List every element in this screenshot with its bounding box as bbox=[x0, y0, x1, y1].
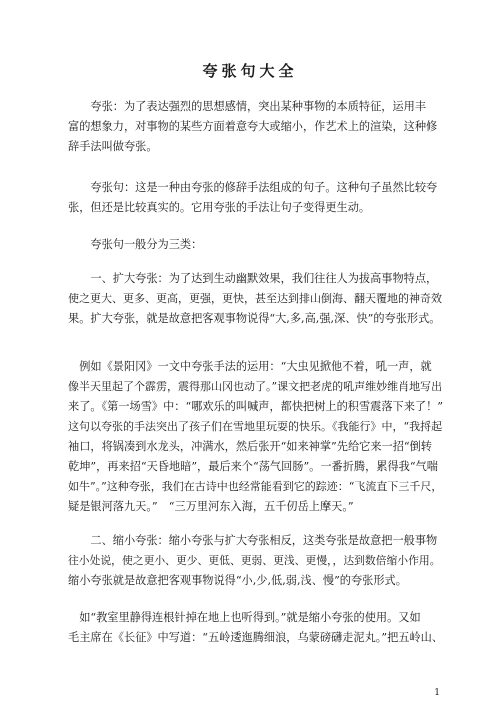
text-line: 夸张句一般分为三类： bbox=[68, 238, 203, 251]
text-line: 像半天里起了个霹雳，震得那山冈也动了。”课文把老虎的吼声维妙维肖地写出 bbox=[68, 380, 443, 393]
text-line: 使之更大、更多、更高，更强，更快，甚至达到排山倒海、翻天覆地的神奇效 bbox=[68, 292, 442, 305]
text-line: 缩小夸张就是故意把客观事物说得“小,少,低,弱,浅、慢”的夸张形式。 bbox=[68, 574, 407, 587]
text-line: 二、缩小夸张：缩小夸张与扩大夸张相反，这类夸张是故意把一般事物 bbox=[68, 534, 438, 547]
text-line: 夸张句：这是一种由夸张的修辞手法组成的句子。这种句子虽然比较夸 bbox=[68, 181, 438, 194]
text-line: 一、扩大夸张：为了达到生动幽默效果，我们往往人为拔高事物特点， bbox=[68, 272, 438, 285]
text-line: 疑是银河落九天。” “三万里河东入海，五千仞岳上摩天。” bbox=[68, 500, 354, 513]
text-line: 张，但还是比较真实的。它用夸张的手法让句子变得更生动。 bbox=[68, 201, 371, 214]
text-line: 辞手法叫做夸张。 bbox=[68, 140, 158, 153]
text-line: 如牛”。”这种夸张，我们在古诗中也经常能看到它的踪迹：“飞流直下三千尺， bbox=[68, 480, 443, 493]
text-line: 袖口，将锅凑到水龙头，冲满水，然后张开“如来神掌”先给它来一招“倒转 bbox=[68, 440, 432, 453]
text-line: 例如《景阳冈》一文中夸张手法的运用：“大虫见掀他不着，吼一声，就 bbox=[68, 360, 432, 373]
text-line: 毛主席在《长征》中写道：“五岭逶迤腾细浪，乌蒙磅礴走泥丸。”把五岭山、 bbox=[68, 631, 444, 644]
text-line: 果。扩大夸张，就是故意把客观事物说得“大,多,高,强,深、快”的夸张形式。 bbox=[68, 312, 441, 325]
page-number: 1 bbox=[434, 688, 440, 698]
text-line: 往小处说，使之更小、更少、更低、更弱、更浅、更慢，，达到数倍缩小作用。 bbox=[68, 554, 441, 567]
text-line: 来了。《第一场雪》中：“哪欢乐的叫喊声，都快把树上的积雪震落下来了！” bbox=[68, 400, 444, 413]
document-title: 夸张句大全 bbox=[202, 62, 298, 80]
text-line: 夸张：为了表达强烈的思想感情，突出某种事物的本质特征，运用丰 bbox=[68, 100, 427, 113]
text-line: 如“教室里静得连根针掉在地上也听得到。”就是缩小夸张的使用。又如 bbox=[68, 611, 421, 624]
text-line: 这句以夸张的手法突出了孩子们在雪地里玩耍的快乐。《我能行》中，“我捋起 bbox=[68, 420, 443, 433]
text-line: 乾坤”，再来招“天昏地暗”，最后来个“荡气回肠”。一番折腾，累得我“气喘 bbox=[68, 460, 438, 473]
text-line: 富的想象力，对事物的某些方面着意夸大或缩小，作艺术上的渲染，这种修 bbox=[68, 120, 438, 133]
